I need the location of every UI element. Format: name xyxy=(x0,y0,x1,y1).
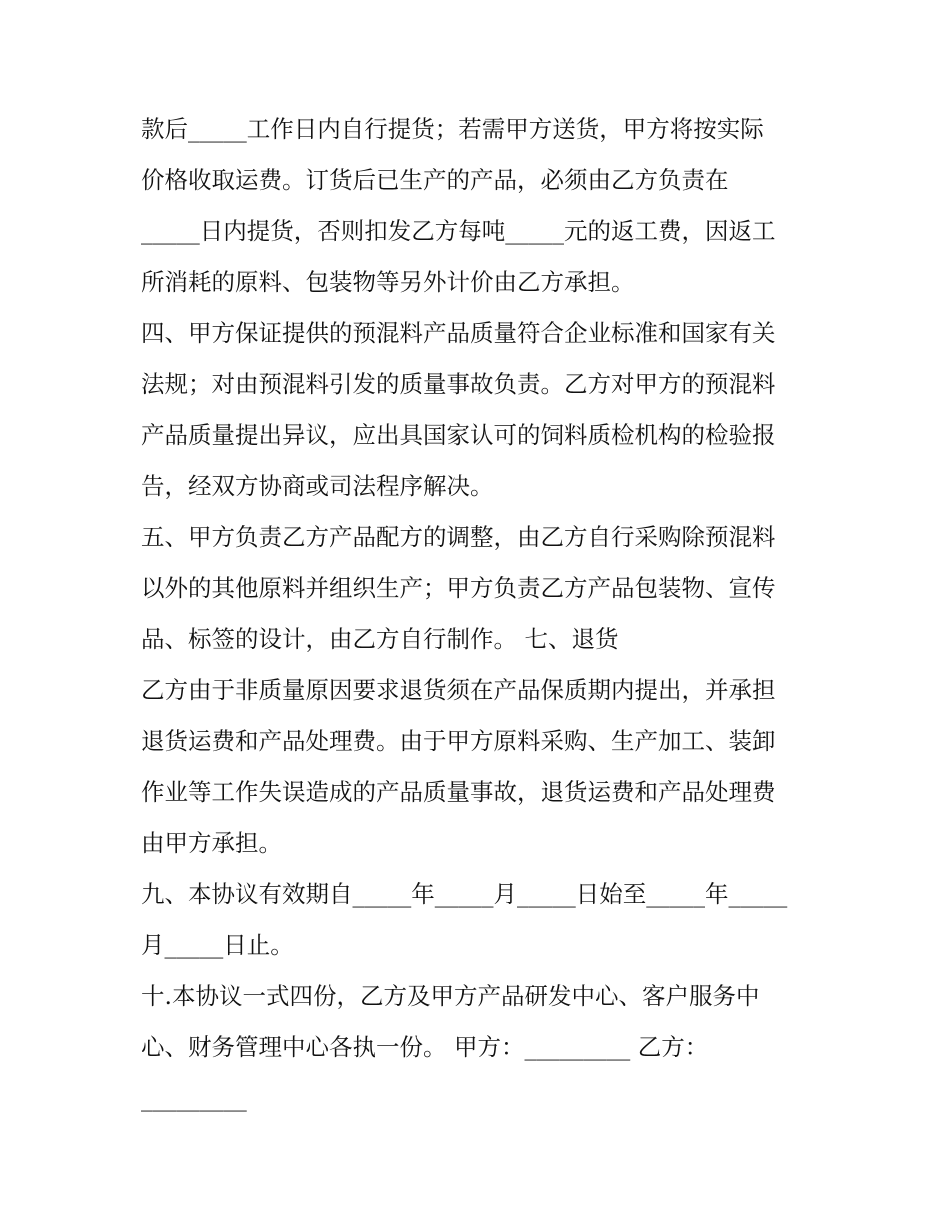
text-line: _____日内提货，否则扣发乙方每吨_____元的返工费，因返工 xyxy=(141,217,776,245)
text-line: 告，经双方协商或司法程序解决。 xyxy=(141,472,494,500)
text-line: 款后_____工作日内自行提货；若需甲方送货，甲方将按实际 xyxy=(141,115,764,143)
text-line: 以外的其他原料并组织生产；甲方负责乙方产品包装物、宣传 xyxy=(141,574,776,602)
text-line: 九、本协议有效期自_____年_____月_____日始至_____年_____ xyxy=(141,880,788,908)
text-line: 产品质量提出异议，应出具国家认可的饲料质检机构的检验报 xyxy=(141,421,776,449)
text-line: 十.本协议一式四份，乙方及甲方产品研发中心、客户服务中 xyxy=(141,982,760,1010)
text-line: 五、甲方负责乙方产品配方的调整，由乙方自行采购除预混料 xyxy=(141,523,776,551)
text-line: 品、标签的设计，由乙方自行制作。 七、退货 xyxy=(141,625,619,653)
document-body xyxy=(141,104,831,1124)
text-line: 法规；对由预混料引发的质量事故负责。乙方对甲方的预混料 xyxy=(141,370,776,398)
text-line: 月_____日止。 xyxy=(141,931,294,959)
text-line: 所消耗的原料、包装物等另外计价由乙方承担。 xyxy=(141,268,635,296)
text-line: 退货运费和产品处理费。由于甲方原料采购、生产加工、装卸 xyxy=(141,727,776,755)
text-line: 四、甲方保证提供的预混料产品质量符合企业标准和国家有关 xyxy=(141,319,776,347)
text-line: 作业等工作失误造成的产品质量事故，退货运费和产品处理费 xyxy=(141,778,776,806)
text-line: 价格收取运费。订货后已生产的产品，必须由乙方负责在 xyxy=(141,166,729,194)
text-line: 乙方由于非质量原因要求退货须在产品保质期内提出，并承担 xyxy=(141,676,776,704)
text-line: 由甲方承担。 xyxy=(141,829,282,857)
text-line: _________ xyxy=(141,1084,247,1112)
text-line: 心、财务管理中心各执一份。 甲方：_________ 乙方： xyxy=(141,1033,709,1061)
